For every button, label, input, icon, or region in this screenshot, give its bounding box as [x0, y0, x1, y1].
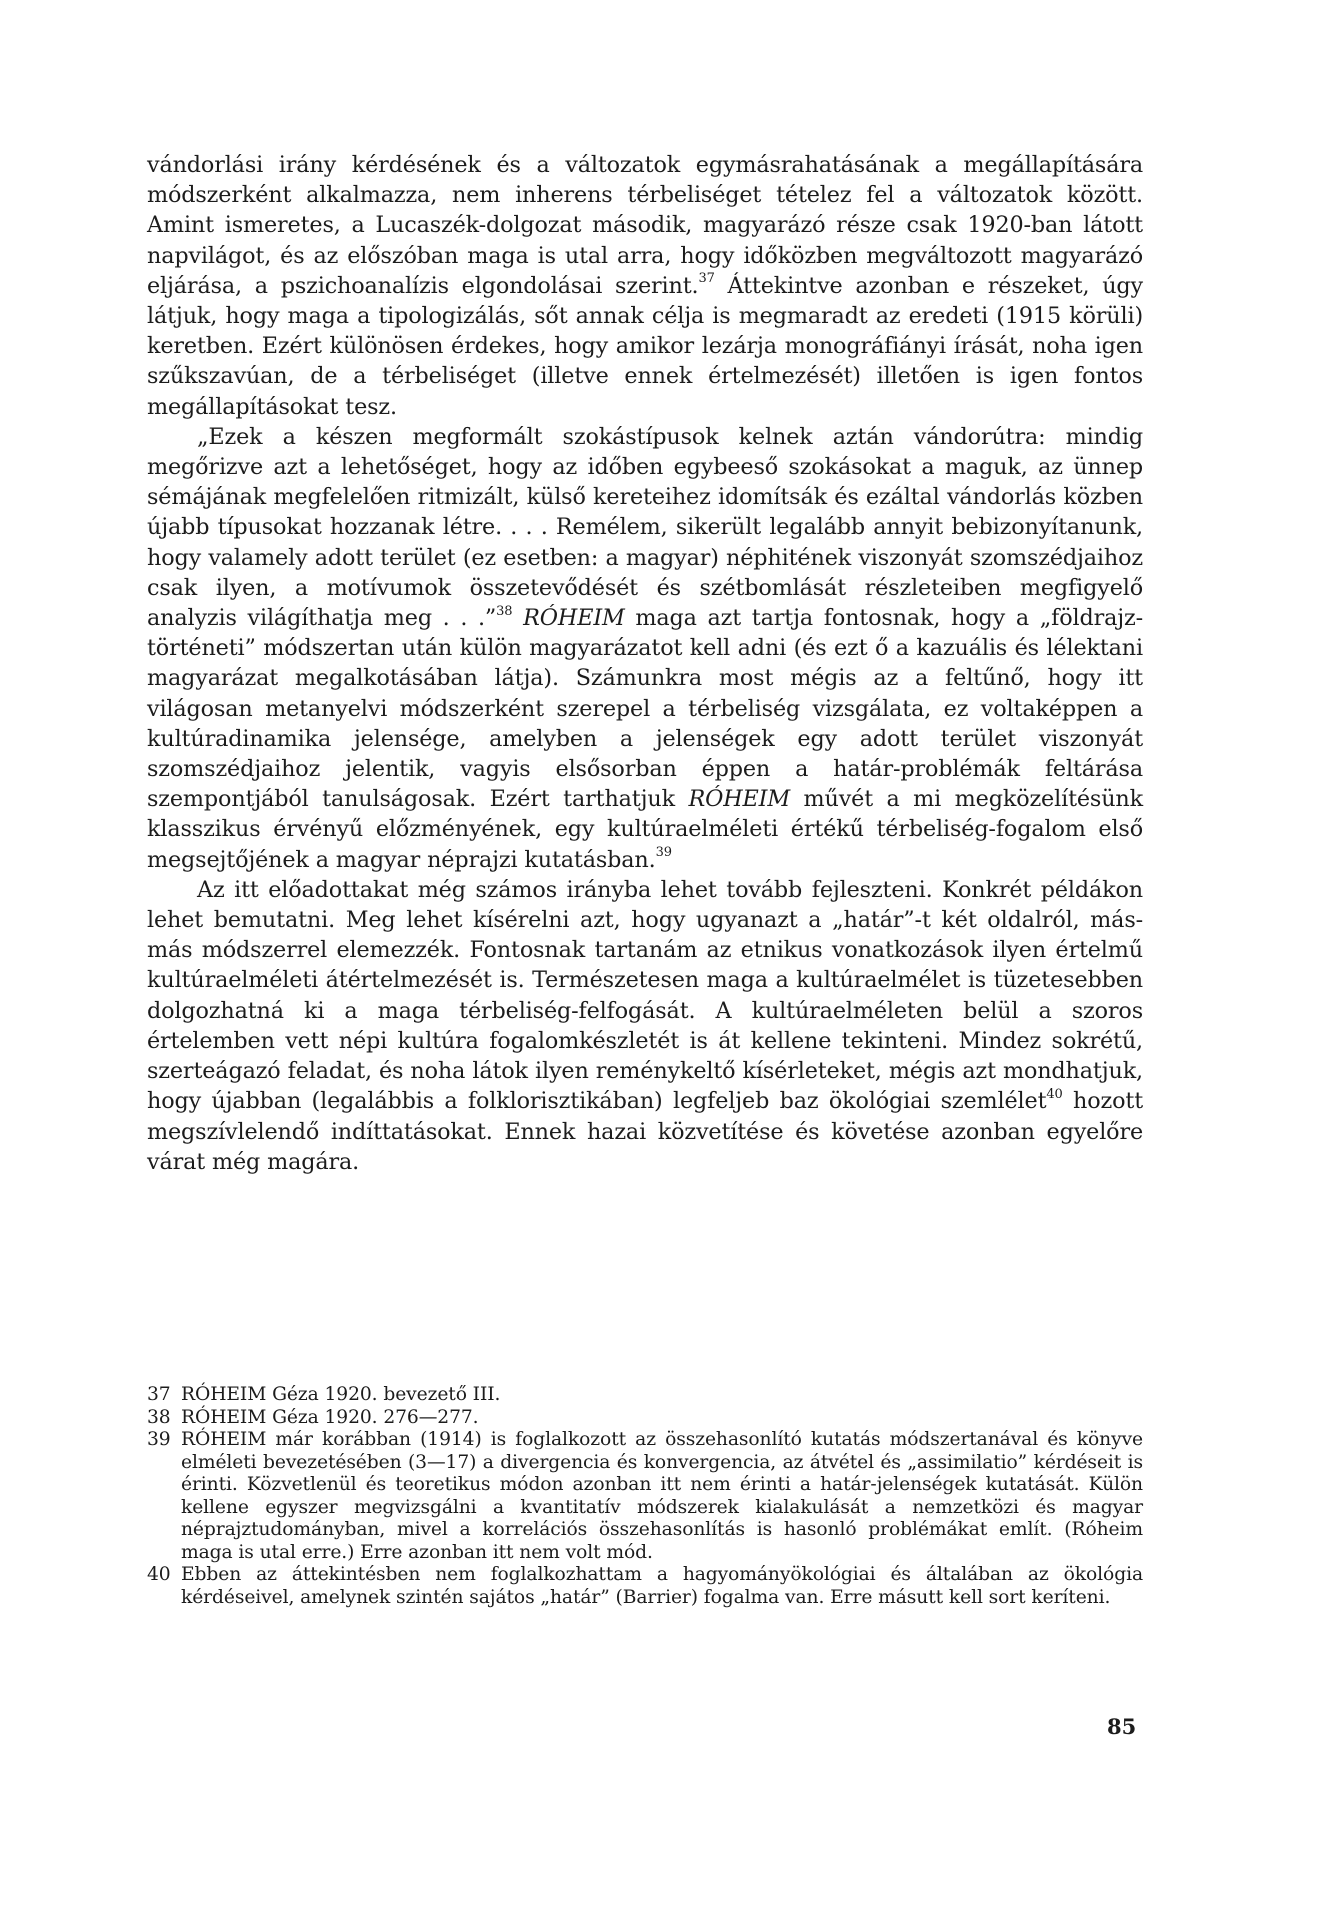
author-name: RÓHEIM: [688, 786, 790, 813]
footnote: [147, 1407, 1143, 1430]
paragraph: [147, 875, 1143, 1177]
main-text: [147, 150, 1143, 1177]
footnote-text: RÓHEIM már korábban (1914) is foglalkozott az összehasonlító kutatás módszertanával és könyve elméleti bevezetésében (3—17) a divergencia és konvergencia, az átvétel és „assimilatio” kérdéseit is érinti. Közvetlenül és teoretikus módon azonban itt nem érinti a határ-jelenségek kutatását. Külön kellene egyszer megvizsgálni a kvantitatív módszerek kialakulását a nemzetközi és magyar néprajztudományban, mivel a korrelációs összehasonlítás is hasonló problémákat említ. (Róheim maga is utal erre.) Erre azonban itt nem volt mód.: [181, 1429, 1143, 1563]
footnote-text: Ebben az áttekintésben nem foglalkozhattam a hagyományökológiai és általában az ökológia kérdéseivel, amelynek szintén sajátos „határ” (Barrier) fogalma van. Erre másutt kell sort keríteni.: [181, 1564, 1143, 1608]
footnote-ref: 40: [1046, 1086, 1063, 1102]
footnote-ref: 37: [698, 271, 715, 287]
footnote: [147, 1564, 1143, 1609]
footnote-text: RÓHEIM Géza 1920. bevezető III.: [181, 1384, 501, 1405]
author-name: RÓHEIM: [523, 605, 625, 632]
text-run: hozott megszívlelendő indíttatásokat. Ennek hazai közvetítése és követése azonban egyelőre várat még magára.: [147, 1088, 1143, 1175]
footnote-number: 39: [147, 1429, 171, 1450]
footnote-text: RÓHEIM Géza 1920. 276—277.: [181, 1406, 479, 1428]
footnote-ref: 39: [655, 845, 672, 861]
text-run: [512, 605, 523, 631]
paragraph: [147, 422, 1143, 875]
footnotes: [147, 1384, 1143, 1609]
footnote-number: 40: [147, 1564, 171, 1585]
text-run: vándorlási irány kérdésének és a változatok egymásrahatásának a megállapítására módszerként alkalmazza, nem inherens térbeliséget tételez fel a változatok között. Amint ismeretes, a Lucaszék-dolgozat második, magyarázó része csak 1920-ban látott napvilágot, és az előszóban maga is utal arra, hogy időközben megváltozott magyarázó eljárása, a pszichoanalízis elgondolásai szerint.: [147, 152, 1143, 299]
footnote-number: 37: [147, 1384, 171, 1405]
footnote: [147, 1429, 1143, 1564]
text-run: maga azt tartja fontosnak, hogy a „földrajz-történeti” módszertan után külön magyarázatot kell adni (és ezt ő a kazuális és lélektani magyarázat megalkotásában látja). Számunkra most mégis az a feltűnő, hogy itt világosan metanyelvi módszerként szerepel a térbeliség vizsgálata, ez voltaképpen a kultúradinamika jelensége, amelyben a jelenségek egy adott terület viszonyát szomszédjaihoz jelentik, vagyis elsősorban éppen a határ-problémák feltárása szempontjából tanulságosak. Ezért tarthatjuk: [147, 605, 1143, 813]
text-run: művét a mi megközelítésünk klasszikus érvényű előzményének, egy kultúraelméleti értékű térbeliség-fogalom első megsejtőjének a magyar néprajzi kutatásban.: [147, 786, 1143, 873]
page-number: 85: [1107, 1714, 1137, 1739]
footnote: [147, 1384, 1143, 1407]
text-run: „Ezek a készen megformált szokástípusok kelnek aztán vándorútra: mindig megőrizve azt a lehetőséget, hogy az időben egybeeső szokásokat a maguk, az ünnep sémájának megfelelően ritmizált, külső kereteihez idomítsák és ezáltal vándorlás közben újabb típusokat hozzanak létre. . . . Remélem, sikerült legalább annyit bebizonyítanunk, hogy valamely adott terület (ez esetben: a magyar) néphitének viszonyát szomszédjaihoz csak ilyen, a motívumok összetevődését és szétbomlását részleteiben megfigyelő analyzis világíthatja meg . . .”: [147, 423, 1143, 632]
text-run: Áttekintve azonban e részeket, úgy látjuk, hogy maga a tipologizálás, sőt annak célja is megmaradt az eredeti (1915 körüli) keretben. Ezért különösen érdekes, hogy amikor lezárja monográfiányi írását, noha igen szűkszavúan, de a térbeliséget (illetve ennek értelmezését) illetően is igen fontos megállapításokat tesz.: [147, 272, 1144, 420]
footnote-number: 38: [147, 1406, 171, 1428]
paragraph: [147, 150, 1143, 422]
footnote-ref: 38: [496, 603, 513, 619]
page-body: [147, 150, 1143, 1177]
text-run: Az itt előadottakat még számos irányba lehet tovább fejleszteni. Konkrét példákon lehet bemutatni. Meg lehet kísérelni azt, hogy ugyanazt a „határ”-t két oldalról, más-más módszerrel elemezzék. Fontosnak tartanám az etnikus vonatkozások ilyen értelmű kultúraelméleti átértelmezését is. Természetesen maga a kultúraelmélet is tüzetesebben dolgozhatná ki a maga térbeliség-felfogását. A kultúraelméleten belül a szoros értelemben vett népi kultúra fogalomkészletét is át kellene tekinteni. Mindez sokrétű, szerteágazó feladat, és noha látok ilyen reménykeltő kísérleteket, mégis azt mondhatjuk, hogy újabban (legalábbis a folklorisztikában) legfeljeb baz ökológiai szemlélet: [147, 876, 1143, 1115]
